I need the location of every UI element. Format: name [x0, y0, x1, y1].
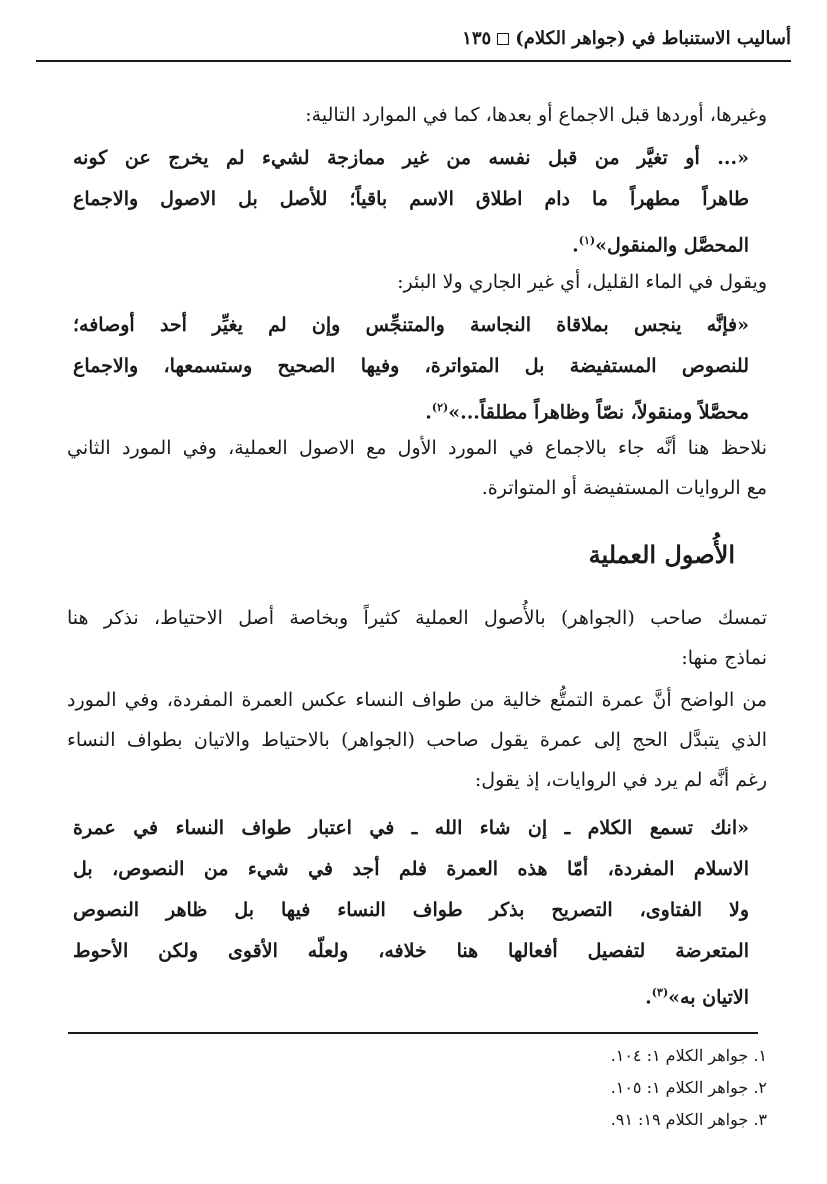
text-line: طاهراً مطهراً ما دام اطلاق الاسم باقياً؛ للأصل بل الاصول والاجماع — [73, 188, 749, 210]
footnote-ref: (٢) — [431, 401, 449, 414]
text-line: للنصوص المستفيضة بل المتواترة، وفيها الصحيح وستسمعها، والاجماع — [73, 355, 749, 377]
quote-block-3 — [73, 808, 749, 1018]
paragraph-4 — [67, 598, 767, 678]
quote-text: محصَّلاً ومنقولاً، نصّاً وظاهراً مطلقاً...» — [448, 401, 749, 424]
text-line: نلاحظ هنا أنَّه جاء بالاجماع في المورد الأول مع الاصول العملية، وفي المورد الثاني — [67, 437, 767, 459]
text-line: وغيرها، أوردها قبل الاجماع أو بعدها، كما في الموارد التالية: — [305, 104, 767, 126]
text-line: محصَّلاً ومنقولاً، نصّاً وظاهراً مطلقاً...»$^{(٢)}$. — [425, 401, 749, 424]
text-line: «فإنَّه ينجس بملاقاة النجاسة والمتنجِّس وإن لم يغيِّر أحد أوصافه؛ — [73, 314, 749, 336]
footnote-2: ٢. جواهر الكلام ١: ١٠٥. — [610, 1078, 767, 1097]
paragraph-intro — [67, 95, 767, 135]
footnote-ref: (١) — [578, 234, 596, 247]
section-heading: الأُصول العملية — [588, 540, 735, 569]
quote-block-2 — [73, 305, 749, 433]
footnote-1: ١. جواهر الكلام ١: ١٠٤. — [610, 1046, 767, 1065]
text-line: مع الروايات المستفيضة أو المتواترة. — [481, 477, 767, 499]
quote-text: المحصَّل والمنقول» — [595, 234, 749, 257]
paragraph-2 — [67, 262, 767, 302]
text-line: نماذج منها: — [681, 647, 767, 669]
footnote-3: ٣. جواهر الكلام ١٩: ٩١. — [610, 1110, 767, 1129]
footnote-ref: (٣) — [651, 986, 669, 999]
text-line: الذي يتبدَّل الحج إلى عمرة يقول صاحب (الجواهر) بالاحتياط والاتيان بطواف النساء — [67, 729, 767, 751]
text-line: «... أو تغيَّر من قبل نفسه من غير ممازجة لشيء لم يخرج عن كونه — [73, 147, 749, 169]
page-number: ١٣٥ — [462, 28, 492, 49]
paragraph-3 — [67, 428, 767, 508]
text-line: الاتيان به»$^{(٣)}$. — [645, 986, 749, 1009]
paragraph-5 — [67, 680, 767, 800]
quote-block-1 — [73, 138, 749, 266]
text-line: ويقول في الماء القليل، أي غير الجاري ولا البئر: — [397, 271, 767, 293]
header-title: أساليب الاستنباط في (جواهر الكلام) — [515, 28, 791, 49]
text-line: الاسلام المفردة، أمّا هذه العمرة فلم أجد في شيء من النصوص، بل — [73, 858, 749, 880]
header-rule — [36, 60, 791, 62]
footnote-rule — [68, 1032, 758, 1034]
square-separator-icon — [497, 33, 509, 45]
text-line: تمسك صاحب (الجواهر) بالأُصول العملية كثيراً وبخاصة أصل الاحتياط، نذكر هنا — [67, 607, 767, 629]
quote-text: الاتيان به» — [668, 986, 749, 1009]
text-line: رغم أنَّه لم يرد في الروايات، إذ يقول: — [474, 769, 767, 791]
text-line: ولا الفتاوى، التصريح بذكر طواف النساء فيها بل ظاهر النصوص — [73, 899, 749, 921]
running-header — [36, 28, 791, 49]
text-line: المتعرضة لتفصيل أفعالها هنا خلافه، ولعلّه الأقوى ولكن الأحوط — [73, 940, 749, 962]
text-line: المحصَّل والمنقول»$^{(١)}$. — [572, 234, 749, 257]
text-line: من الواضح أنَّ عمرة التمتُّع خالية من طواف النساء عكس العمرة المفردة، وفي المورد — [67, 689, 767, 711]
text-line: «انك تسمع الكلام ـ إن شاء الله ـ في اعتبار طواف النساء في عمرة — [73, 817, 749, 839]
